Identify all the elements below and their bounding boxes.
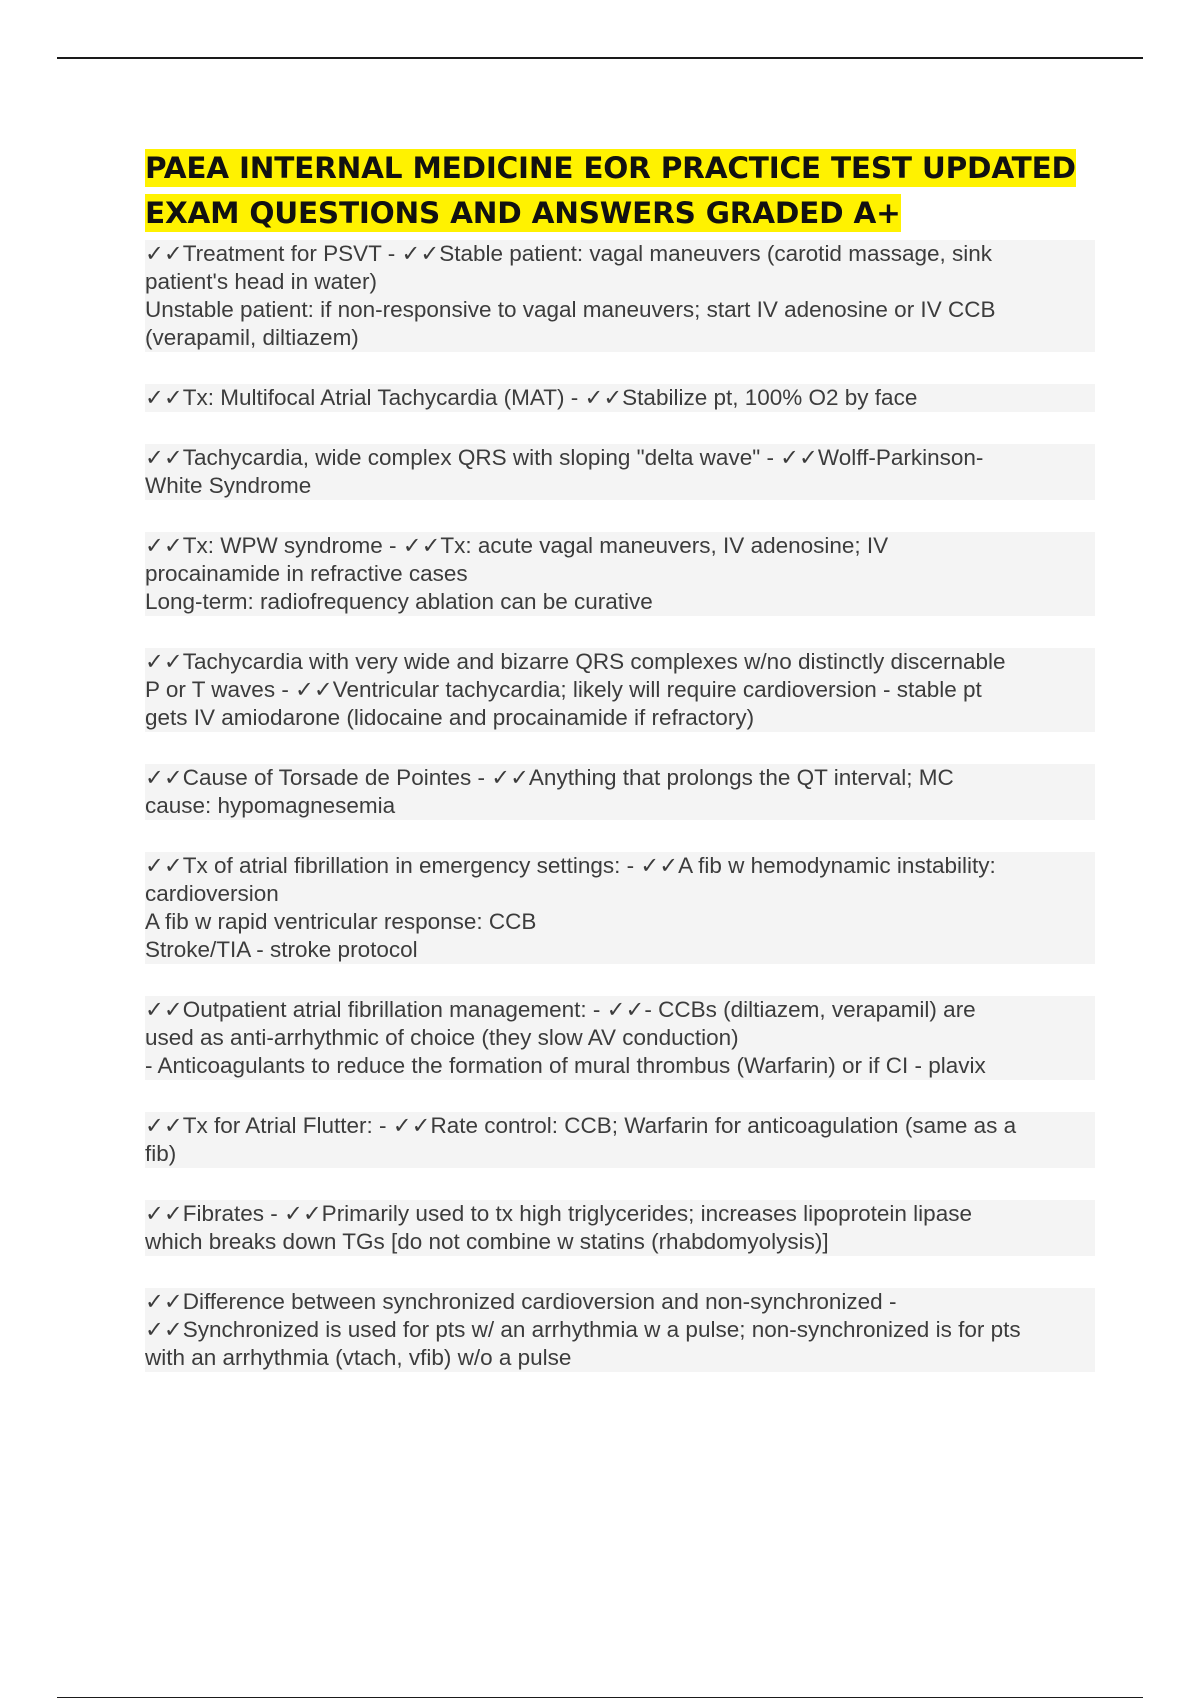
qa-line: gets IV amiodarone (lidocaine and procainamide if refractory) — [145, 704, 1095, 732]
qa-line: ✓✓Difference between synchronized cardioversion and non-synchronized - — [145, 1288, 1095, 1316]
qa-line: ✓✓Fibrates - ✓✓Primarily used to tx high triglycerides; increases lipoprotein lipase — [145, 1200, 1095, 1228]
page-bottom-rule — [57, 1697, 1143, 1698]
qa-line: - Anticoagulants to reduce the formation of mural thrombus (Warfarin) or if CI - plavix — [145, 1052, 1095, 1080]
document-body — [145, 146, 1095, 1404]
title-line-2: EXAM QUESTIONS AND ANSWERS GRADED A+ — [145, 196, 901, 230]
qa-list — [145, 240, 1095, 1372]
qa-line: ✓✓Cause of Torsade de Pointes - ✓✓Anything that prolongs the QT interval; MC — [145, 764, 1095, 792]
qa-line: ✓✓Tx: Multifocal Atrial Tachycardia (MAT) - ✓✓Stabilize pt, 100% O2 by face — [145, 384, 1095, 412]
qa-line: which breaks down TGs [do not combine w statins (rhabdomyolysis)] — [145, 1228, 1095, 1256]
qa-item — [145, 1112, 1095, 1168]
qa-item — [145, 852, 1095, 964]
qa-item — [145, 240, 1095, 352]
qa-item — [145, 384, 1095, 412]
qa-line: White Syndrome — [145, 472, 1095, 500]
qa-line: patient's head in water) — [145, 268, 1095, 296]
qa-line: fib) — [145, 1140, 1095, 1168]
qa-item — [145, 996, 1095, 1080]
qa-line: ✓✓Synchronized is used for pts w/ an arrhythmia w a pulse; non-synchronized is for pts — [145, 1316, 1095, 1344]
qa-line: ✓✓Tx for Atrial Flutter: - ✓✓Rate control: CCB; Warfarin for anticoagulation (same as a — [145, 1112, 1095, 1140]
qa-line: Stroke/TIA - stroke protocol — [145, 936, 1095, 964]
qa-line: A fib w rapid ventricular response: CCB — [145, 908, 1095, 936]
qa-line: cardioversion — [145, 880, 1095, 908]
qa-line: ✓✓Treatment for PSVT - ✓✓Stable patient: vagal maneuvers (carotid massage, sink — [145, 240, 1095, 268]
qa-line: used as anti-arrhythmic of choice (they slow AV conduction) — [145, 1024, 1095, 1052]
qa-line: ✓✓Tachycardia, wide complex QRS with sloping "delta wave" - ✓✓Wolff-Parkinson- — [145, 444, 1095, 472]
qa-line: (verapamil, diltiazem) — [145, 324, 1095, 352]
qa-line: ✓✓Outpatient atrial fibrillation management: - ✓✓- CCBs (diltiazem, verapamil) are — [145, 996, 1095, 1024]
page-top-rule — [57, 57, 1143, 59]
qa-line: ✓✓Tx: WPW syndrome - ✓✓Tx: acute vagal maneuvers, IV adenosine; IV — [145, 532, 1095, 560]
qa-item — [145, 648, 1095, 732]
qa-item — [145, 764, 1095, 820]
qa-line: with an arrhythmia (vtach, vfib) w/o a pulse — [145, 1344, 1095, 1372]
qa-line: procainamide in refractive cases — [145, 560, 1095, 588]
title-line-1: PAEA INTERNAL MEDICINE EOR PRACTICE TEST UPDATED — [145, 151, 1076, 185]
qa-line: Unstable patient: if non-responsive to vagal maneuvers; start IV adenosine or IV CCB — [145, 296, 1095, 324]
qa-item — [145, 1288, 1095, 1372]
qa-line: cause: hypomagnesemia — [145, 792, 1095, 820]
qa-line: Long-term: radiofrequency ablation can be curative — [145, 588, 1095, 616]
qa-item — [145, 444, 1095, 500]
document-title — [145, 146, 1095, 236]
qa-item — [145, 1200, 1095, 1256]
qa-line: ✓✓Tachycardia with very wide and bizarre QRS complexes w/no distinctly discernable — [145, 648, 1095, 676]
qa-item — [145, 532, 1095, 616]
qa-line: ✓✓Tx of atrial fibrillation in emergency settings: - ✓✓A fib w hemodynamic instability: — [145, 852, 1095, 880]
qa-line: P or T waves - ✓✓Ventricular tachycardia; likely will require cardioversion - stable pt — [145, 676, 1095, 704]
